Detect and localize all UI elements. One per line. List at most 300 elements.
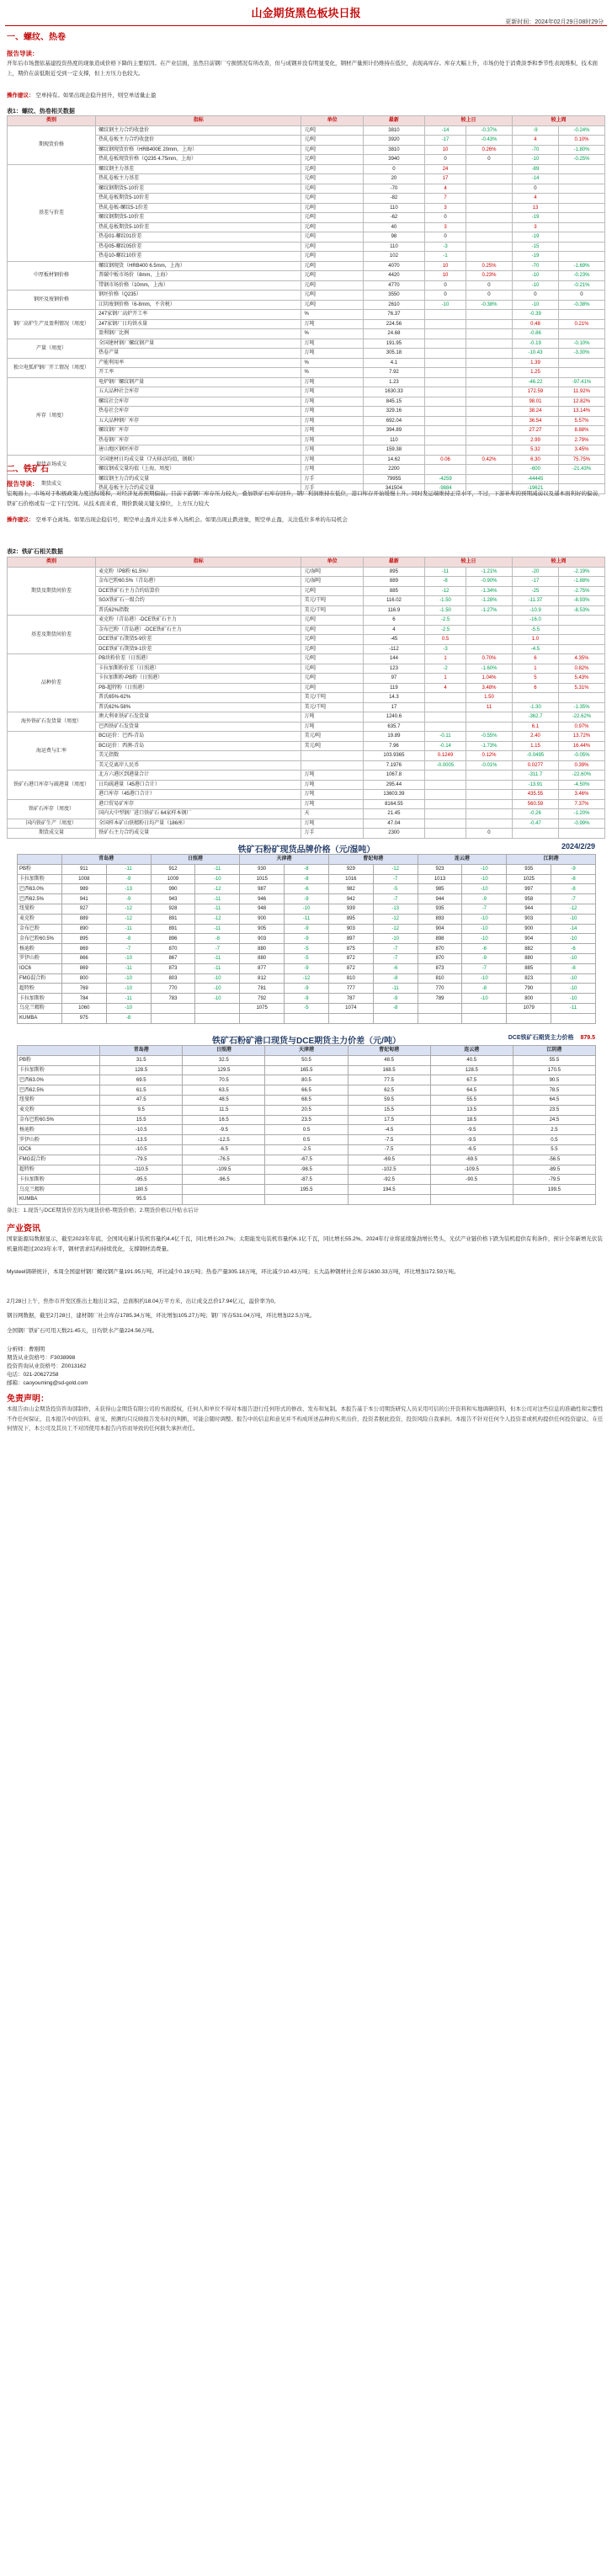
price-cell: -5 xyxy=(373,884,418,894)
t2-row xyxy=(8,702,605,712)
t1-cell: 3 xyxy=(425,203,466,213)
price-row xyxy=(18,864,596,874)
price-cell: -10 xyxy=(551,984,596,994)
basis-cell: KUMBA xyxy=(18,1194,100,1204)
t1-cell xyxy=(466,349,512,359)
price-cell: -10 xyxy=(551,994,596,1004)
t2-category: 基差及期货间价差 xyxy=(8,616,96,654)
t2-cell: 295.44 xyxy=(363,780,424,790)
t1-cell: 热轧卷板-螺纹5-1价差 xyxy=(96,203,301,213)
t2-cell xyxy=(512,829,558,839)
t1-cell: -21.43% xyxy=(558,465,604,475)
price-header-name xyxy=(18,855,62,865)
t1-cell: 8.88% xyxy=(558,426,604,436)
t2-cell: 4.35% xyxy=(558,654,604,664)
price-cell: 935 xyxy=(418,904,462,914)
t1-row xyxy=(8,465,605,475)
sec2-view-text: 宏观面上，市场对于积极政策力度边际缓和，对经济复苏预期偏弱。目前下游钢厂库存压力较大，叠加铁矿石库存回升，钢厂利润维持在低位，港口库存开始缓慢上升。同时发运端维持正常水平，不过，下游补库的预期减弱以及基本面利好的偏弱，铁矿石价格或有一定下行空间。从技术面来看，期价跌破关键支撑位，上方压力较大 xyxy=(7,491,604,507)
t1-category: 产量（周度） xyxy=(8,339,96,358)
basis-table-note: 备注：1.现货与DCE期货价差的为现货价格-期货价格；2.期货价格以升贴水后计 xyxy=(7,1208,200,1213)
t1-cell: 螺纹钢厂库存 xyxy=(96,426,301,436)
t2-cell xyxy=(425,819,466,829)
price-cell: 巴西63.0% xyxy=(18,884,62,894)
price-cell: -11 xyxy=(195,924,240,934)
t1-cell: 7 xyxy=(425,194,466,204)
t2-cell: 元/吨 xyxy=(301,616,363,626)
price-cell: 803 xyxy=(151,973,195,984)
t1-cell xyxy=(425,349,466,359)
t2-cell: 560.59 xyxy=(512,799,558,809)
price-cell: -6 xyxy=(373,963,418,973)
t2-cell: -17 xyxy=(512,577,558,587)
price-cell: -9 xyxy=(462,894,507,904)
t1-cell: 845.15 xyxy=(363,397,424,407)
price-cell: -11 xyxy=(106,994,151,1004)
t2-cell: 7.96 xyxy=(363,741,424,751)
price-cell: 783 xyxy=(151,994,195,1004)
t2-cell: -22.60% xyxy=(558,771,604,781)
price-cell: 769 xyxy=(61,984,106,994)
t2-cell: -0.01% xyxy=(466,760,512,771)
price-cell: -12 xyxy=(373,914,418,924)
basis-cell: 66.5 xyxy=(265,1085,348,1096)
t2-row xyxy=(8,693,605,703)
price-cell: -11 xyxy=(106,963,151,973)
t1-cell xyxy=(558,242,604,252)
basis-cell: 纽曼粉 xyxy=(18,1095,100,1105)
t1-row xyxy=(8,300,605,310)
t1-cell: 热轧卷板主力合约收盘价 xyxy=(96,136,301,146)
price-cell: 889 xyxy=(61,914,106,924)
t1-category: 期货成交 xyxy=(8,474,96,493)
t1-cell: 万吨 xyxy=(301,455,363,465)
t1-cell: -10 xyxy=(425,300,466,310)
t1-cell xyxy=(466,368,512,378)
t1-cell: 0 xyxy=(425,155,466,165)
price-cell: FMG混合粉 xyxy=(18,973,62,984)
t1-cell: 万吨 xyxy=(301,339,363,349)
price-cell: -10 xyxy=(106,984,151,994)
t1-cell: 五大品种钢厂库存 xyxy=(96,416,301,426)
price-cell: -11 xyxy=(195,864,240,874)
t1-cell: 10 xyxy=(425,145,466,155)
t2-cell: 元/湿吨 xyxy=(301,577,363,587)
t1-header-1: 指标 xyxy=(96,116,301,126)
t2-cell: 万吨 xyxy=(301,712,363,723)
t2-cell: 17 xyxy=(363,702,424,712)
t2-cell: 103.9365 xyxy=(363,751,424,761)
t1-row xyxy=(8,455,605,465)
t1-cell: 6.30 xyxy=(512,455,558,465)
t1-cell: 0 xyxy=(466,155,512,165)
t2-cell: -0.90% xyxy=(466,577,512,587)
t2-row xyxy=(8,809,605,819)
t2-cell: 1.50 xyxy=(466,693,512,703)
t2-cell: 97 xyxy=(363,674,424,684)
price-cell: 903 xyxy=(328,924,373,934)
t1-cell: 102 xyxy=(363,252,424,262)
price-cell xyxy=(551,1013,596,1023)
price-header-port: 连云港 xyxy=(418,855,507,865)
price-cell: 896 xyxy=(151,934,195,944)
basis-cell: 48.5 xyxy=(183,1095,265,1105)
t1-cell xyxy=(425,377,466,387)
price-cell: 790 xyxy=(507,984,551,994)
basis-cell: -56.5 xyxy=(513,1155,595,1165)
price-cell: 872 xyxy=(328,963,373,973)
t1-cell: 76.37 xyxy=(363,310,424,320)
basis-cell: 69.5 xyxy=(100,1075,183,1085)
t2-cell: 元/吨 xyxy=(301,654,363,664)
t1-cell xyxy=(558,174,604,184)
basis-cell: -2.5 xyxy=(265,1144,348,1155)
t1-cell: 3810 xyxy=(363,125,424,136)
price-cell: -9 xyxy=(285,984,329,994)
basis-cell: 68.5 xyxy=(265,1095,348,1105)
price-cell: 杨迪粉 xyxy=(18,944,62,954)
price-cell: -6 xyxy=(551,944,596,954)
t2-cell: 6 xyxy=(512,683,558,693)
basis-cell: -4.5 xyxy=(348,1125,430,1135)
t1-cell: 万吨 xyxy=(301,377,363,387)
price-cell: 897 xyxy=(328,934,373,944)
t1-cell: 4070 xyxy=(363,261,424,271)
t2-cell xyxy=(466,771,512,781)
t2-header-6: 较上周 xyxy=(512,557,604,568)
price-cell: 911 xyxy=(61,864,106,874)
t1-cell: 24 xyxy=(425,164,466,174)
price-cell: 944 xyxy=(507,904,551,914)
price-cell: -10 xyxy=(195,973,240,984)
t1-cell: 0 xyxy=(425,280,466,291)
t1-cell: 产能利用率 xyxy=(96,358,301,368)
price-cell xyxy=(462,1003,507,1013)
t2-cell: 13603.39 xyxy=(363,790,424,800)
sec1-op-text: 空单持有。如果出现企稳升回升，则空单适量止盈 xyxy=(35,93,157,99)
section-iron-ore-title: 二、铁矿石 xyxy=(7,465,49,474)
price-row xyxy=(18,894,596,904)
t1-cell: 万手 xyxy=(301,484,363,494)
disclaimer-text: 本报告由山金期货投资咨询部制作，未获得山金期货有限公司的书面授权，任何人和单位不得对本报告进行任何形式的修改、发布和复制。本报告基于本公司期货研究人员采用可信的公开资料和实地调研资料，但本公司对这些信息的准确性和完整性不作任何保证，且本报告中的资料、意见、预测均只反映报告发布时的判断，可能会随时调整。报告中的信息和意见并不构成所述品种的买卖出价，投资者据此投资，投资风险自我承担。本报告不针对任何个人投资者或机构提供任何投资建议，在任何情况下，本公司及其员工不对因使用本报告内容而导致的任何损失承担责任。 xyxy=(7,1406,604,1432)
price-cell: -10 xyxy=(462,924,507,934)
basis-cell: 90.5 xyxy=(513,1075,595,1085)
t1-cell xyxy=(425,407,466,417)
contact-line: 电话：021-20627258 xyxy=(7,1372,59,1378)
t1-cell: 247家钢厂高炉开工率 xyxy=(96,310,301,320)
t2-cell: 全国样本矿山铁精粉日均产量（186座） xyxy=(96,819,301,829)
basis-cell: -90.5 xyxy=(430,1175,513,1185)
price-cell: 870 xyxy=(151,944,195,954)
t2-cell xyxy=(466,635,512,645)
t1-cell: 螺纹钢现货（HRB400 6.5mm，上海） xyxy=(96,261,301,271)
t2-cell: -1.34% xyxy=(466,586,512,596)
basis-row xyxy=(18,1095,596,1105)
basis-cell: 5.5 xyxy=(513,1144,595,1155)
t2-cell: 0.82% xyxy=(558,664,604,674)
price-row xyxy=(18,973,596,984)
t1-cell: % xyxy=(301,368,363,378)
basis-cell: 罗伊山粉 xyxy=(18,1135,100,1145)
basis-cell: 80.5 xyxy=(265,1075,348,1085)
t2-cell: 元/吨 xyxy=(301,635,363,645)
t1-cell xyxy=(558,368,604,378)
price-row xyxy=(18,1013,596,1023)
t2-cell xyxy=(301,760,363,771)
t2-row xyxy=(8,741,605,751)
t1-cell xyxy=(466,339,512,349)
t1-cell xyxy=(466,387,512,397)
t2-cell: 2.40 xyxy=(512,732,558,742)
t2-cell: -8.93% xyxy=(558,596,604,606)
t2-cell: 435.55 xyxy=(512,790,558,800)
price-cell: 800 xyxy=(61,973,106,984)
t1-row xyxy=(8,397,605,407)
price-cell: 882 xyxy=(507,944,551,954)
t1-cell: 4 xyxy=(425,184,466,194)
basis-header-port: 连云港 xyxy=(430,1046,513,1056)
price-cell: 1008 xyxy=(61,874,106,884)
price-cell: 875 xyxy=(328,944,373,954)
price-cell: 927 xyxy=(61,904,106,914)
t2-cell: BCI运价：巴西-青岛 xyxy=(96,732,301,742)
basis-table-title: 铁矿石粉矿港口现货与DCE期货主力价差（元/吨） xyxy=(212,1037,401,1046)
t1-cell: 元/吨 xyxy=(301,155,363,165)
price-cell: -10 xyxy=(195,994,240,1004)
price-row xyxy=(18,904,596,914)
t1-cell: -70 xyxy=(363,184,424,194)
t2-category: 铁矿石港口库存与疏港量（周度） xyxy=(8,771,96,800)
t1-cell: 110 xyxy=(363,435,424,445)
price-cell: -12 xyxy=(373,864,418,874)
t1-cell: 热轧卷板期货5-10价差 xyxy=(96,194,301,204)
t1-cell: 329.16 xyxy=(363,407,424,417)
basis-header-port: 江阴港 xyxy=(513,1046,595,1056)
t2-row xyxy=(8,577,605,587)
price-cell: 800 xyxy=(507,994,551,1004)
t2-row xyxy=(8,780,605,790)
price-cell: -11 xyxy=(195,904,240,914)
t2-cell: 麦克粉（青岛港）-DCE铁矿石主力 xyxy=(96,616,301,626)
sec1-op-label: 操作建议： xyxy=(7,93,35,99)
price-cell: 880 xyxy=(240,953,285,963)
price-cell xyxy=(240,1013,285,1023)
price-row xyxy=(18,874,596,884)
price-cell: 943 xyxy=(151,894,195,904)
t1-cell xyxy=(425,329,466,339)
t2-cell: -0.26 xyxy=(512,809,558,819)
basis-cell: -69.5 xyxy=(348,1155,430,1165)
basis-cell: 168.5 xyxy=(348,1065,430,1075)
price-row xyxy=(18,963,596,973)
t1-category: 现货市场成交 xyxy=(8,455,96,474)
t2-cell xyxy=(558,616,604,626)
t2-row xyxy=(8,751,605,761)
basis-cell: -10.5 xyxy=(100,1144,183,1155)
t2-cell: 1 xyxy=(425,674,466,684)
t1-cell: 万吨 xyxy=(301,407,363,417)
basis-cell: 16.5 xyxy=(183,1115,265,1125)
basis-cell: 23.5 xyxy=(513,1105,595,1115)
t2-cell xyxy=(558,829,604,839)
basis-table xyxy=(17,1045,596,1205)
table2-caption: 表2：铁矿石相关数据 xyxy=(7,549,63,555)
price-cell: 928 xyxy=(151,904,195,914)
price-cell: -8 xyxy=(285,874,329,884)
t1-cell: 3810 xyxy=(363,145,424,155)
basis-cell: 78.5 xyxy=(513,1085,595,1096)
price-cell: -10 xyxy=(551,953,596,963)
t1-cell: 3 xyxy=(425,222,466,232)
basis-cell: -6.5 xyxy=(430,1144,513,1155)
t2-cell xyxy=(466,799,512,809)
price-cell: 982 xyxy=(328,884,373,894)
price-cell: 789 xyxy=(418,994,462,1004)
t2-cell: -16.0 xyxy=(512,616,558,626)
t1-cell: 0.23% xyxy=(466,271,512,281)
t1-header-3: 最新 xyxy=(363,116,424,126)
t2-cell: 0.97% xyxy=(558,722,604,732)
t1-cell: 0.06 xyxy=(425,455,466,465)
basis-cell: 195.5 xyxy=(265,1185,348,1195)
price-cell: 891 xyxy=(151,924,195,934)
t2-cell: 金布巴粉60.5%（青岛港） xyxy=(96,577,301,587)
t1-cell xyxy=(558,194,604,204)
basis-cell: -109.5 xyxy=(183,1165,265,1175)
price-cell: -10 xyxy=(551,914,596,924)
t1-cell: 螺纹钢主力合约收盘价 xyxy=(96,125,301,136)
t2-category: 期货及期货间价差 xyxy=(8,567,96,616)
price-cell: 超特粉 xyxy=(18,984,62,994)
t1-cell xyxy=(466,242,512,252)
t1-row xyxy=(8,125,605,136)
t1-cell: 元/吨 xyxy=(301,194,363,204)
basis-cell: -110.5 xyxy=(100,1165,183,1175)
t1-cell: 开工率 xyxy=(96,368,301,378)
t2-cell: 1.15 xyxy=(512,741,558,751)
price-cell: 867 xyxy=(151,953,195,963)
t1-cell: -0.19 xyxy=(512,339,558,349)
price-cell: -10 xyxy=(462,874,507,884)
t1-cell: % xyxy=(301,358,363,368)
t1-cell: 元/吨 xyxy=(301,125,363,136)
t1-cell: -14 xyxy=(512,174,558,184)
price-cell: -10 xyxy=(462,934,507,944)
t2-cell: 0.39% xyxy=(558,760,604,771)
price-cell: 935 xyxy=(507,864,551,874)
news-item: 2月28日上午，焦作市开发区推出土地出让3宗，总面积约18.04万平方米，出让成交总价17.94亿元，溢价率为0。 xyxy=(7,1299,279,1304)
basis-cell: 170.5 xyxy=(513,1065,595,1075)
t2-row xyxy=(8,674,605,684)
price-cell: -12 xyxy=(373,924,418,934)
t2-cell: -0.05% xyxy=(558,751,604,761)
t1-cell: -10 xyxy=(512,155,558,165)
t1-cell xyxy=(425,465,466,475)
price-cell: 905 xyxy=(240,924,285,934)
price-cell: -11 xyxy=(373,984,418,994)
t1-cell xyxy=(425,397,466,407)
price-cell: -10 xyxy=(462,973,507,984)
basis-cell: -9.5 xyxy=(430,1135,513,1145)
t1-cell xyxy=(466,426,512,436)
price-cell: 997 xyxy=(507,884,551,894)
price-cell: 958 xyxy=(507,894,551,904)
t2-row xyxy=(8,567,605,577)
price-cell: -6 xyxy=(462,944,507,954)
t2-cell: -11 xyxy=(425,567,466,577)
basis-cell: 48.5 xyxy=(348,1055,430,1065)
basis-cell: 超特粉 xyxy=(18,1165,100,1175)
t1-cell: 电炉钢厂螺纹钢产量 xyxy=(96,377,301,387)
t1-row xyxy=(8,252,605,262)
t2-cell xyxy=(466,722,512,732)
basis-cell: 40.5 xyxy=(430,1055,513,1065)
t1-cell: 40 xyxy=(363,222,424,232)
t1-cell: 4420 xyxy=(363,271,424,281)
price-cell: 989 xyxy=(61,884,106,894)
news-item: Mysteel调研统计，本周全国建材钢厂螺纹钢产量191.95万吨，环比减少0.19万吨；热卷产量305.18万吨，环比减少10.43万吨；五大品种钢材社会库存1630.33万吨，环比增加172.59万吨。 xyxy=(7,1269,460,1275)
t2-cell: 6.1 xyxy=(512,722,558,732)
price-cell: 金布巴粉60.5% xyxy=(18,934,62,944)
t2-cell: 1067.8 xyxy=(363,771,424,781)
basis-cell: 32.5 xyxy=(183,1055,265,1065)
price-cell: -10 xyxy=(462,914,507,924)
t2-cell xyxy=(466,625,512,635)
price-header-port: 天津港 xyxy=(240,855,329,865)
t2-cell: 金布巴粉（青岛港）-DCE铁矿石主力 xyxy=(96,625,301,635)
price-cell: 869 xyxy=(61,963,106,973)
t2-cell: 3.48% xyxy=(466,683,512,693)
t1-cell: 万吨 xyxy=(301,397,363,407)
t2-cell: 元/吨 xyxy=(301,683,363,693)
basis-cell: 巴西63.0% xyxy=(18,1075,100,1085)
t2-cell: -1.88% xyxy=(558,577,604,587)
basis-cell: 165.5 xyxy=(265,1065,348,1075)
t1-cell: -19621 xyxy=(512,484,558,494)
t2-cell: 普氏62%-58% xyxy=(96,702,301,712)
t1-cell: -9 xyxy=(512,125,558,136)
t2-cell: 北方六港区到港量合计 xyxy=(96,771,301,781)
t1-cell: 万吨 xyxy=(301,416,363,426)
t1-cell: 4770 xyxy=(363,280,424,291)
price-cell: -12 xyxy=(551,904,596,914)
basis-cell: 13.5 xyxy=(430,1105,513,1115)
price-cell: -10 xyxy=(462,884,507,894)
t1-cell xyxy=(425,387,466,397)
basis-cell: -89.5 xyxy=(513,1165,595,1175)
basis-row xyxy=(18,1175,596,1185)
t2-cell xyxy=(425,780,466,790)
price-cell: -6 xyxy=(285,884,329,894)
t2-cell: 万吨 xyxy=(301,780,363,790)
basis-cell: 129.5 xyxy=(183,1065,265,1075)
sec2-view-label: 报告导读： xyxy=(7,480,39,488)
t1-cell: 5.57% xyxy=(558,416,604,426)
t2-header-3: 最新 xyxy=(363,557,424,568)
price-cell: -13 xyxy=(106,884,151,894)
t1-cell xyxy=(466,465,512,475)
t1-row xyxy=(8,407,605,417)
basis-cell: 麦克粉 xyxy=(18,1105,100,1115)
basis-cell: 194.5 xyxy=(348,1185,430,1195)
basis-row xyxy=(18,1075,596,1085)
price-cell: -9 xyxy=(373,994,418,1004)
price-cell: 869 xyxy=(61,944,106,954)
t1-cell: 螺纹钢成交量均值（上海，周度） xyxy=(96,465,301,475)
basis-cell: 199.5 xyxy=(513,1185,595,1195)
t2-cell: 国内大中型钢厂进口铁矿石 64家样本钢厂 xyxy=(96,809,301,819)
price-cell: 872 xyxy=(328,953,373,963)
price-cell: 987 xyxy=(240,884,285,894)
